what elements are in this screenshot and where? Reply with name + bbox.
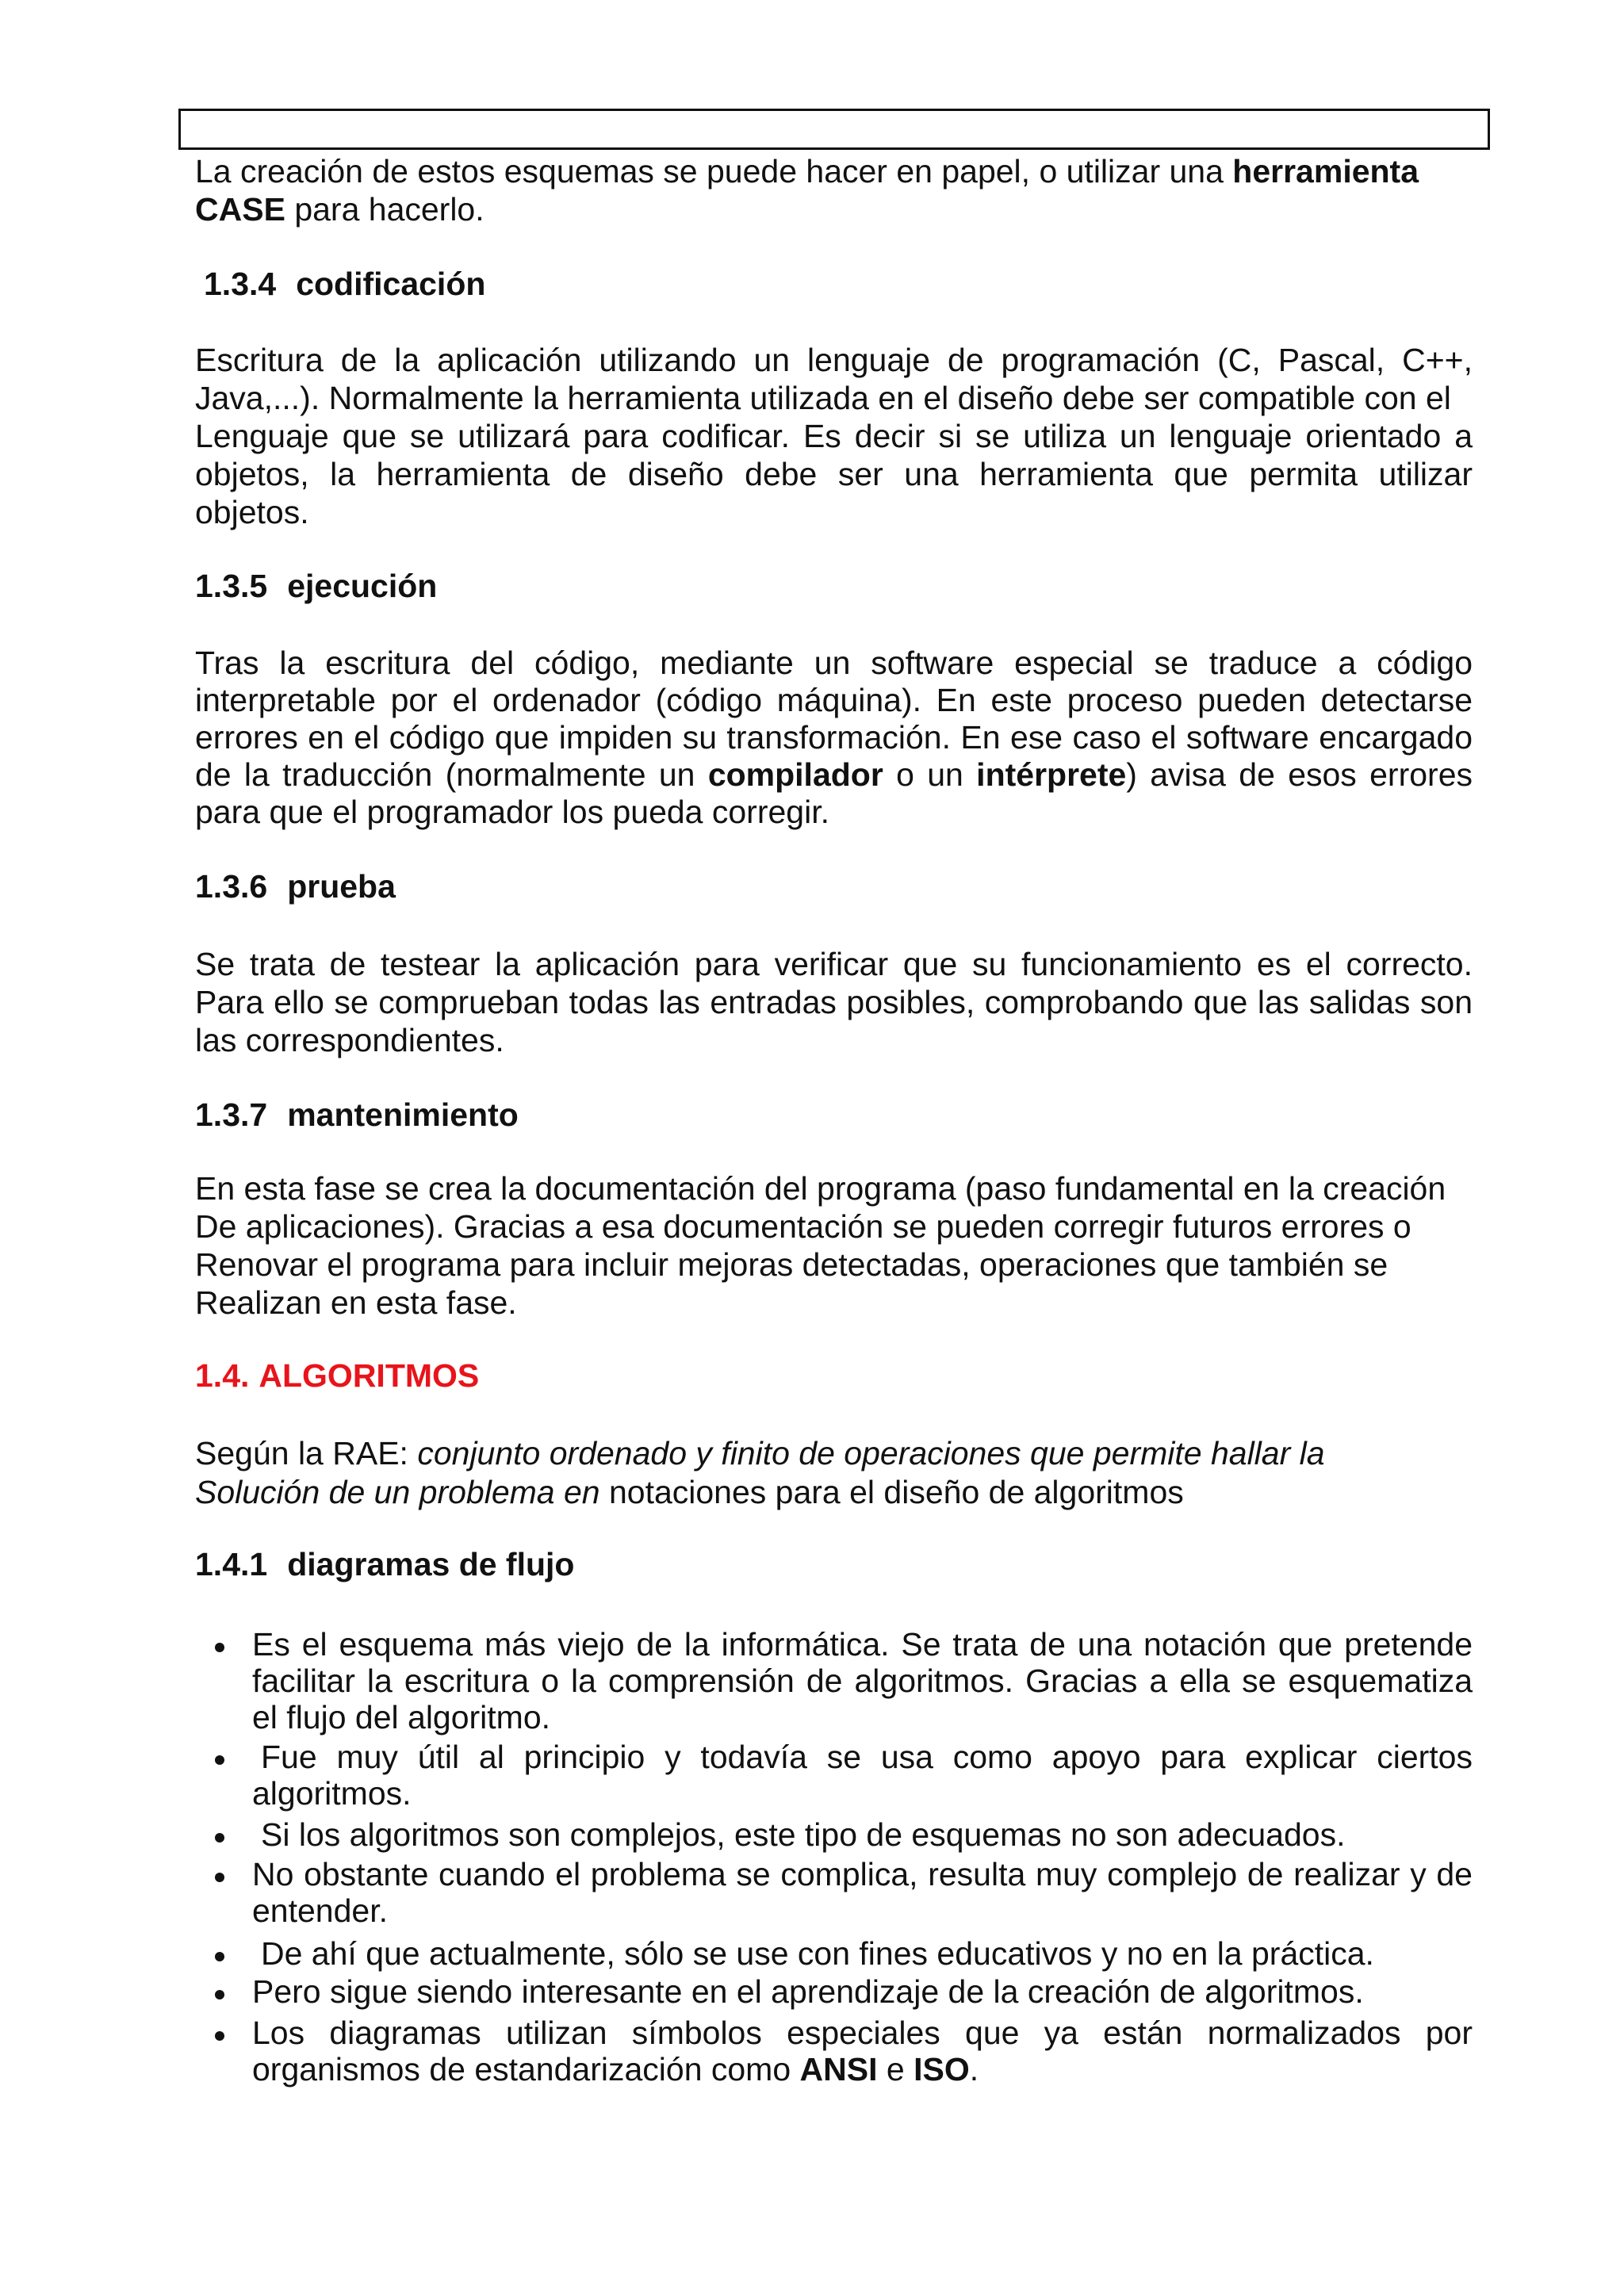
- paragraph-line: [195, 756, 1473, 794]
- paragraph-line: interpretable por el ordenador (código máquina). En este proceso pueden detectarse: [195, 682, 1473, 718]
- paragraph-line: errores en el código que impiden su transformación. En ese caso el software encargado: [195, 719, 1473, 756]
- list-item-line: No obstante cuando el problema se complica, resulta muy complejo de realizar y de: [252, 1856, 1473, 1892]
- bullet-icon: [215, 2031, 224, 2041]
- definition-paragraph: [195, 1434, 1473, 1512]
- section-paragraph: [195, 945, 1473, 1059]
- list-item-line: [252, 2051, 1473, 2087]
- line-text: e: [877, 2051, 914, 2087]
- paragraph-line: En esta fase se crea la documentación del programa (paso fundamental en la creación: [195, 1170, 1446, 1207]
- list-item-line: Pero sigue siendo interesante en el aprendizaje de la creación de algoritmos.: [252, 1973, 1364, 2010]
- list-item-line: Es el esquema más viejo de la informática. Se trata de una notación que pretende: [252, 1626, 1473, 1663]
- section-title: mantenimiento: [287, 1096, 519, 1133]
- section-paragraph: [195, 1169, 1473, 1322]
- paragraph-line: objetos, la herramienta de diseño debe ser una herramienta que permita utilizar: [195, 456, 1473, 492]
- list-item-line: De ahí que actualmente, sólo se use con fines educativos y no en la práctica.: [261, 1935, 1374, 1972]
- bold-term: compilador: [707, 756, 883, 793]
- paragraph-line: [195, 152, 1473, 190]
- section-title: ejecución: [287, 568, 438, 604]
- bullet-icon: [215, 1952, 224, 1961]
- header-box: [178, 109, 1490, 150]
- list-item: [252, 1739, 1473, 1812]
- paragraph-line: De aplicaciones). Gracias a esa documentación se pueden corregir futuros errores o: [195, 1208, 1411, 1245]
- list-item: [252, 1973, 1473, 2010]
- list-item-line: entender.: [252, 1892, 388, 1929]
- section-number: 1.3.4: [204, 266, 277, 302]
- intro-paragraph: [195, 152, 1473, 228]
- section-number: 1.3.7: [195, 1096, 268, 1133]
- paragraph-line: Renovar el programa para incluir mejoras detectadas, operaciones que también se: [195, 1246, 1388, 1283]
- section-title: prueba: [287, 868, 396, 905]
- paragraph-line: Se trata de testear la aplicación para verificar que su funcionamiento es el correcto.: [195, 946, 1473, 982]
- bullet-icon: [215, 1755, 224, 1765]
- paragraph-line: las correspondientes.: [195, 1022, 504, 1058]
- chapter-heading: [195, 1357, 1473, 1395]
- line-text: organismos de estandarización como: [252, 2051, 800, 2087]
- bold-term: CASE: [195, 191, 285, 228]
- section-number: 1.3.5: [195, 568, 268, 604]
- bullet-icon: [215, 1990, 224, 1999]
- section-heading: [195, 867, 1473, 905]
- paragraph-line: Lenguaje que se utilizará para codificar. Es decir si se utiliza un lenguaje orientado a: [195, 418, 1473, 454]
- list-item-line: Fue muy útil al principio y todavía se usa como apoyo para explicar ciertos: [261, 1739, 1473, 1775]
- section-paragraph: [195, 645, 1473, 831]
- paragraph-line: objetos.: [195, 494, 309, 530]
- line-text: La creación de estos esquemas se puede hacer en papel, o utilizar una: [195, 153, 1233, 189]
- section-title: codificación: [296, 266, 486, 302]
- paragraph-line: Para ello se comprueban todas las entradas posibles, comprobando que las salidas son: [195, 984, 1473, 1020]
- bullet-icon: [215, 1643, 224, 1652]
- list-item: [252, 1626, 1473, 1735]
- list-item-line: Los diagramas utilizan símbolos especiales que ya están normalizados por: [252, 2015, 1473, 2051]
- line-text: ) avisa de esos errores: [1126, 756, 1473, 793]
- italic-definition: conjunto ordenado y finito de operaciones que permite hallar la: [417, 1435, 1325, 1471]
- section-title: diagramas de flujo: [287, 1546, 575, 1582]
- bullet-icon: [215, 1873, 224, 1882]
- paragraph-line: Java,...). Normalmente la herramienta utilizada en el diseño debe ser compatible con el: [195, 380, 1451, 416]
- line-text: notaciones para el diseño de algoritmos: [599, 1474, 1184, 1510]
- section-number: 1.4.1: [195, 1546, 268, 1582]
- paragraph-line: para que el programador los pueda corregir.: [195, 794, 829, 830]
- paragraph-line: [195, 1434, 1473, 1473]
- list-item-line: algoritmos.: [252, 1775, 412, 1812]
- paragraph-line: [195, 1473, 1473, 1512]
- list-item: [252, 1935, 1473, 1972]
- italic-definition: Solución de un problema en: [195, 1474, 600, 1510]
- list-item-line: facilitar la escritura o la comprensión de algoritmos. Gracias a ella se esquematiza: [252, 1663, 1473, 1699]
- paragraph-line: [195, 190, 1473, 228]
- line-text: o un: [883, 756, 977, 793]
- section-heading: [195, 1545, 1473, 1583]
- line-text: Según la RAE:: [195, 1435, 418, 1471]
- list-item: [252, 1816, 1473, 1853]
- section-number: 1.4.: [195, 1357, 250, 1394]
- bullet-icon: [215, 1833, 224, 1843]
- section-heading: [195, 567, 1473, 605]
- list-item: [252, 2015, 1473, 2087]
- line-text: para hacerlo.: [285, 191, 485, 228]
- section-title: ALGORITMOS: [259, 1357, 480, 1394]
- section-heading: [195, 265, 1481, 303]
- bold-term: ISO: [914, 2051, 970, 2087]
- list-item: [252, 1856, 1473, 1929]
- list-item-line: el flujo del algoritmo.: [252, 1699, 551, 1735]
- bold-term: herramienta: [1232, 153, 1419, 189]
- line-text: .: [969, 2051, 979, 2087]
- section-heading: [195, 1096, 1473, 1134]
- bold-term: intérprete: [976, 756, 1127, 793]
- list-item-line: Si los algoritmos son complejos, este tipo de esquemas no son adecuados.: [261, 1816, 1346, 1853]
- paragraph-line: Realizan en esta fase.: [195, 1284, 517, 1321]
- paragraph-line: Escritura de la aplicación utilizando un lenguaje de programación (C, Pascal, C++,: [195, 342, 1473, 378]
- section-paragraph: [195, 341, 1473, 531]
- bold-term: ANSI: [799, 2051, 878, 2087]
- line-text: de la traducción (normalmente un: [195, 756, 708, 793]
- section-number: 1.3.6: [195, 868, 268, 905]
- paragraph-line: Tras la escritura del código, mediante un software especial se traduce a código: [195, 645, 1473, 681]
